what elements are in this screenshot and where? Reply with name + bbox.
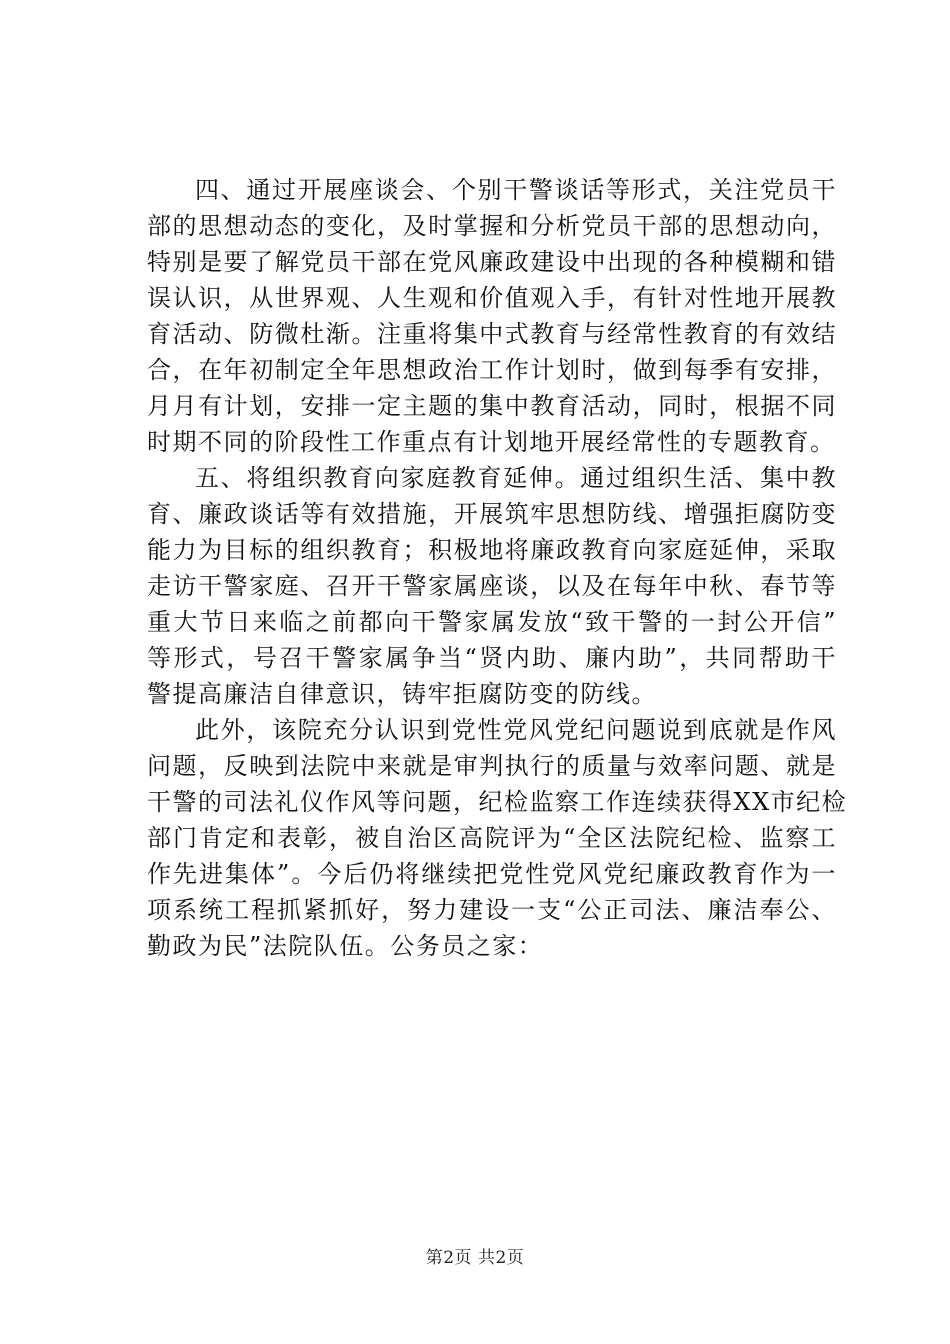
paragraph-four	[147, 172, 837, 460]
text-line: 干警的司法礼仪作风等问题，纪检监察工作连续获得XX市纪检	[147, 788, 848, 816]
text-line: 育活动、防微杜渐。注重将集中式教育与经常性教育的有效结	[147, 320, 837, 348]
paragraph-six	[147, 712, 848, 964]
text-line: 月月有计划，安排一定主题的集中教育活动，同时，根据不同	[147, 392, 837, 420]
text-line: 走访干警家庭、召开干警家属座谈，以及在每年中秋、春节等	[147, 572, 837, 600]
text-line: 部门肯定和表彰，被自治区高院评为“全区法院纪检、监察工	[147, 824, 837, 852]
text-line: 特别是要了解党员干部在党风廉政建设中出现的各种模糊和错	[147, 248, 837, 276]
text-line: 合，在年初制定全年思想政治工作计划时，做到每季有安排，	[147, 356, 837, 384]
text-line: 警提高廉洁自律意识，铸牢拒腐防变的防线。	[147, 680, 657, 708]
text-line: 部的思想动态的变化，及时掌握和分析党员干部的思想动向，	[147, 212, 837, 240]
text-line: 项系统工程抓紧抓好，努力建设一支“公正司法、廉洁奉公、	[147, 896, 837, 924]
text-line: 问题，反映到法院中来就是审判执行的质量与效率问题、就是	[147, 752, 837, 780]
text-line: 时期不同的阶段性工作重点有计划地开展经常性的专题教育。	[147, 428, 836, 456]
document-body	[147, 172, 848, 964]
text-line: 重大节日来临之前都向干警家属发放“致干警的一封公开信”	[147, 608, 837, 636]
text-line: 作先进集体”。今后仍将继续把党性党风党纪廉政教育作为一	[147, 860, 837, 888]
text-line: 能力为目标的组织教育；积极地将廉政教育向家庭延伸，采取	[147, 536, 837, 564]
text-line: 等形式，号召干警家属争当“贤内助、廉内助”，共同帮助干	[147, 644, 837, 672]
text-line: 四、通过开展座谈会、个别干警谈话等形式，关注党员干	[195, 176, 837, 204]
paragraph-five	[147, 460, 837, 712]
page-number-footer: 第2页 共2页	[425, 1248, 525, 1268]
text-line: 误认识，从世界观、人生观和价值观入手，有针对性地开展教	[147, 284, 837, 312]
text-line: 此外，该院充分认识到党性党风党纪问题说到底就是作风	[195, 716, 837, 744]
text-line: 勤政为民”法院队伍。公务员之家：	[147, 932, 544, 960]
text-line: 五、将组织教育向家庭教育延伸。通过组织生活、集中教	[195, 464, 837, 492]
text-line: 育、廉政谈话等有效措施，开展筑牢思想防线、增强拒腐防变	[147, 500, 837, 528]
